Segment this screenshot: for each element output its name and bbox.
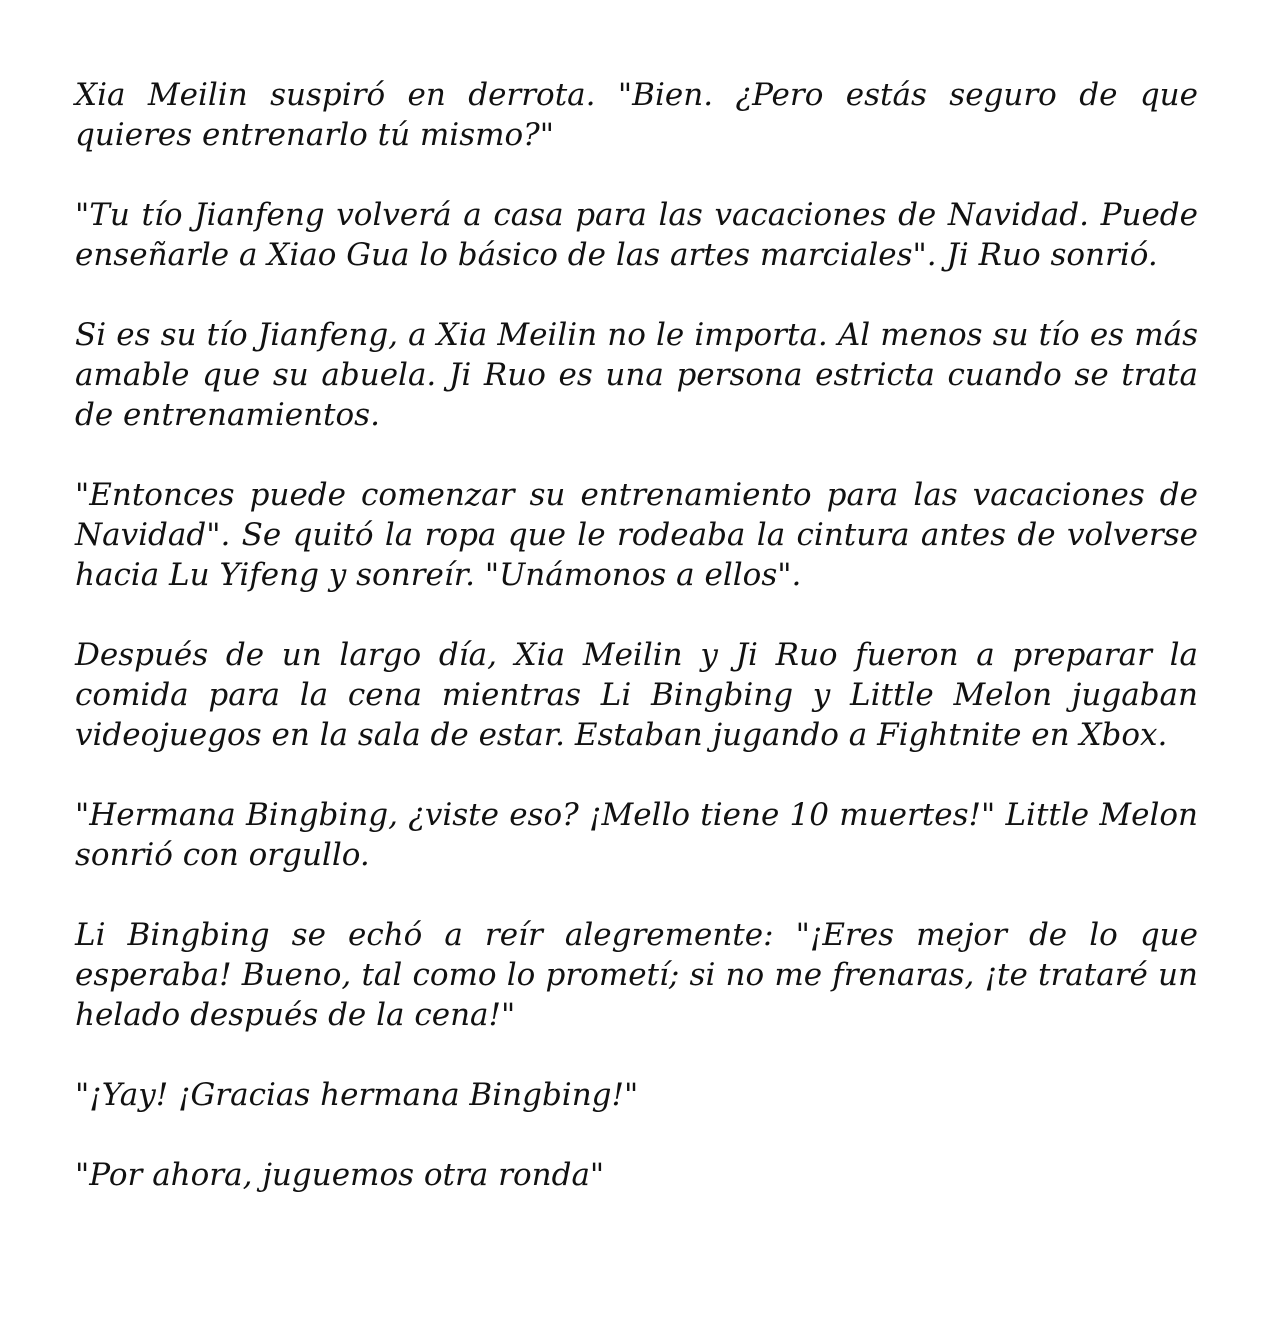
paragraph-3: Si es su tío Jianfeng, a Xia Meilin no le importa. Al menos su tío es más amable que su abuela. Ji Ruo es una persona estricta cuando se trata de entrenamientos. (75, 317, 1198, 433)
paragraph-8: "¡Yay! ¡Gracias hermana Bingbing!" (75, 1077, 639, 1113)
paragraph-6: "Hermana Bingbing, ¿viste eso? ¡Mello tiene 10 muertes!" Little Melon sonrió con orgullo. (75, 797, 1198, 873)
paragraph-2: "Tu tío Jianfeng volverá a casa para las vacaciones de Navidad. Puede enseñarle a Xiao Gua lo básico de las artes marciales". Ji Ruo sonrió. (75, 197, 1198, 273)
paragraph-4: "Entonces puede comenzar su entrenamiento para las vacaciones de Navidad". Se quitó la ropa que le rodeaba la cintura antes de volverse hacia Lu Yifeng y sonreír. "Unámonos a ellos". (75, 477, 1198, 593)
paragraph-7: Li Bingbing se echó a reír alegremente: "¡Eres mejor de lo que esperaba! Bueno, tal como lo prometí; si no me frenaras, ¡te trataré un helado después de la cena!" (75, 917, 1198, 1033)
paragraph-9: "Por ahora, juguemos otra ronda" (75, 1157, 605, 1193)
paragraph-5: Después de un largo día, Xia Meilin y Ji Ruo fueron a preparar la comida para la cena mientras Li Bingbing y Little Melon jugaban videojuegos en la sala de estar. Estaban jugando a Fightnite en Xbox. (75, 637, 1198, 753)
document-page (75, 75, 1198, 1195)
paragraph-1: Xia Meilin suspiró en derrota. "Bien. ¿Pero estás seguro de que quieres entrenarlo tú mismo?" (75, 77, 1198, 153)
